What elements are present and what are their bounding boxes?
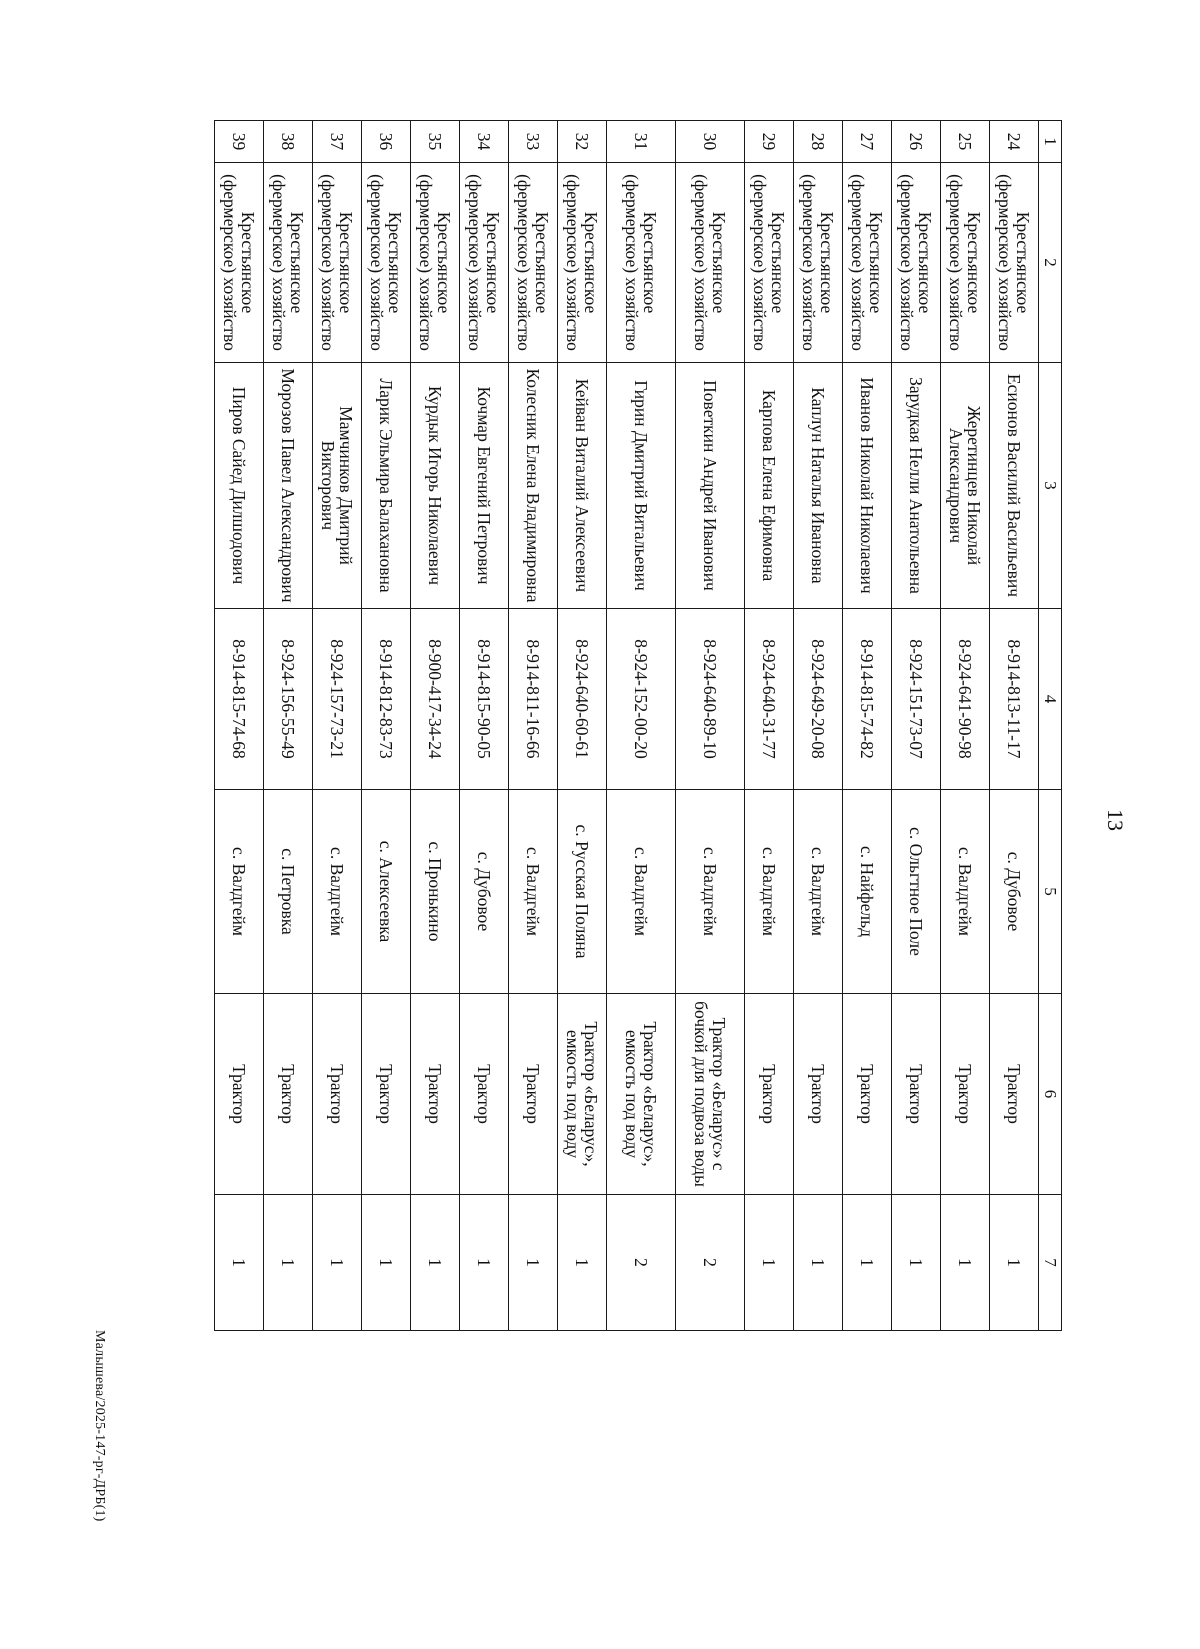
village-cell: с. Валдгейм xyxy=(215,790,264,994)
phone-cell: 8-924-151-73-07 xyxy=(892,609,941,790)
table-row xyxy=(676,121,745,1331)
row-number-cell: 32 xyxy=(558,121,607,163)
farm-type-cell: Крестьянское (фермерское) хозяйство xyxy=(362,163,411,363)
quantity-cell: 1 xyxy=(509,1195,558,1331)
quantity-cell: 1 xyxy=(558,1195,607,1331)
document-code: Малышева/2025-147-рг-ДРБ(1) xyxy=(92,1330,107,1522)
column-number: 5 xyxy=(1039,790,1062,994)
farm-type-cell: Крестьянское (фермерское) хозяйство xyxy=(990,163,1039,363)
row-number-cell: 33 xyxy=(509,121,558,163)
owner-name-cell: Ларик Эльмира Балахановна xyxy=(362,363,411,609)
table-row xyxy=(990,121,1039,1331)
table-row xyxy=(558,121,607,1331)
owner-name-cell: Курдык Игорь Николаевич xyxy=(411,363,460,609)
village-cell: с. Дубовое xyxy=(990,790,1039,994)
quantity-cell: 1 xyxy=(411,1195,460,1331)
phone-cell: 8-924-640-89-10 xyxy=(676,609,745,790)
equipment-cell: Трактор xyxy=(411,994,460,1195)
quantity-cell: 1 xyxy=(990,1195,1039,1331)
row-number-cell: 24 xyxy=(990,121,1039,163)
farm-type-cell: Крестьянское (фермерское) хозяйство xyxy=(509,163,558,363)
farm-type-cell: Крестьянское (фермерское) хозяйство xyxy=(892,163,941,363)
row-number-cell: 27 xyxy=(843,121,892,163)
quantity-cell: 1 xyxy=(892,1195,941,1331)
village-cell: с. Валдгейм xyxy=(607,790,676,994)
village-cell: с. Валдгейм xyxy=(745,790,794,994)
row-number-cell: 29 xyxy=(745,121,794,163)
row-number-cell: 31 xyxy=(607,121,676,163)
equipment-cell: Трактор «Беларус», емкость под воду xyxy=(607,994,676,1195)
quantity-cell: 2 xyxy=(607,1195,676,1331)
row-number-cell: 28 xyxy=(794,121,843,163)
row-number-cell: 35 xyxy=(411,121,460,163)
quantity-cell: 1 xyxy=(313,1195,362,1331)
phone-cell: 8-914-815-74-82 xyxy=(843,609,892,790)
village-cell: с. Дубовое xyxy=(460,790,509,994)
equipment-cell: Трактор xyxy=(264,994,313,1195)
equipment-cell: Трактор xyxy=(313,994,362,1195)
equipment-cell: Трактор «Беларус», емкость под воду xyxy=(558,994,607,1195)
village-cell: с. Валдгейм xyxy=(509,790,558,994)
owner-name-cell: Есионов Василий Васильевич xyxy=(990,363,1039,609)
equipment-cell: Трактор xyxy=(362,994,411,1195)
farm-type-cell: Крестьянское (фермерское) хозяйство xyxy=(558,163,607,363)
row-number-cell: 38 xyxy=(264,121,313,163)
phone-cell: 8-924-152-00-20 xyxy=(607,609,676,790)
quantity-cell: 2 xyxy=(676,1195,745,1331)
farm-equipment-table xyxy=(214,120,1062,1331)
owner-name-cell: Поветкин Андрей Иванович xyxy=(676,363,745,609)
table-row xyxy=(509,121,558,1331)
farm-type-cell: Крестьянское (фермерское) хозяйство xyxy=(843,163,892,363)
farm-type-cell: Крестьянское (фермерское) хозяйство xyxy=(264,163,313,363)
column-number: 3 xyxy=(1039,363,1062,609)
phone-cell: 8-924-640-60-61 xyxy=(558,609,607,790)
farm-type-cell: Крестьянское (фермерское) хозяйство xyxy=(411,163,460,363)
equipment-cell: Трактор xyxy=(460,994,509,1195)
village-cell: с. Валдгейм xyxy=(794,790,843,994)
phone-cell: 8-924-156-55-49 xyxy=(264,609,313,790)
owner-name-cell: Кейван Виталий Алексеевич xyxy=(558,363,607,609)
phone-cell: 8-914-811-16-66 xyxy=(509,609,558,790)
farm-type-cell: Крестьянское (фермерское) хозяйство xyxy=(607,163,676,363)
farm-type-cell: Крестьянское (фермерское) хозяйство xyxy=(676,163,745,363)
row-number-cell: 25 xyxy=(941,121,990,163)
row-number-cell: 36 xyxy=(362,121,411,163)
owner-name-cell: Пиров Сайед Дилшодович xyxy=(215,363,264,609)
table-row xyxy=(941,121,990,1331)
farm-type-cell: Крестьянское (фермерское) хозяйство xyxy=(460,163,509,363)
table-row xyxy=(362,121,411,1331)
farm-type-cell: Крестьянское (фермерское) хозяйство xyxy=(794,163,843,363)
owner-name-cell: Кочмар Евгений Петрович xyxy=(460,363,509,609)
column-number: 6 xyxy=(1039,994,1062,1195)
table-row xyxy=(892,121,941,1331)
village-cell: с. Найфельд xyxy=(843,790,892,994)
equipment-cell: Трактор xyxy=(794,994,843,1195)
village-cell: с. Ольгтное Поле xyxy=(892,790,941,994)
row-number-cell: 37 xyxy=(313,121,362,163)
quantity-cell: 1 xyxy=(843,1195,892,1331)
phone-cell: 8-924-640-31-77 xyxy=(745,609,794,790)
table-row xyxy=(313,121,362,1331)
table-row xyxy=(607,121,676,1331)
owner-name-cell: Зарудкая Нелли Анатольевна xyxy=(892,363,941,609)
row-number-cell: 30 xyxy=(676,121,745,163)
column-number: 2 xyxy=(1039,163,1062,363)
column-number: 7 xyxy=(1039,1195,1062,1331)
owner-name-cell: Иванов Николай Николаевич xyxy=(843,363,892,609)
table-row xyxy=(215,121,264,1331)
farm-type-cell: Крестьянское (фермерское) хозяйство xyxy=(745,163,794,363)
owner-name-cell: Жеретинцев Николай Александрович xyxy=(941,363,990,609)
equipment-cell: Трактор xyxy=(892,994,941,1195)
village-cell: с. Валдгейм xyxy=(313,790,362,994)
table-row xyxy=(460,121,509,1331)
quantity-cell: 1 xyxy=(264,1195,313,1331)
village-cell: с. Алексеевка xyxy=(362,790,411,994)
equipment-cell: Трактор xyxy=(745,994,794,1195)
table-row xyxy=(794,121,843,1331)
farm-type-cell: Крестьянское (фермерское) хозяйство xyxy=(215,163,264,363)
phone-cell: 8-924-157-73-21 xyxy=(313,609,362,790)
quantity-cell: 1 xyxy=(941,1195,990,1331)
quantity-cell: 1 xyxy=(745,1195,794,1331)
table-row xyxy=(745,121,794,1331)
village-cell: с. Валдгейм xyxy=(941,790,990,994)
phone-cell: 8-914-812-83-73 xyxy=(362,609,411,790)
owner-name-cell: Мамчинков Дмитрий Викторович xyxy=(313,363,362,609)
phone-cell: 8-924-641-90-98 xyxy=(941,609,990,790)
equipment-cell: Трактор xyxy=(990,994,1039,1195)
quantity-cell: 1 xyxy=(215,1195,264,1331)
village-cell: с. Пронькино xyxy=(411,790,460,994)
page-number: 13 xyxy=(1103,809,1128,831)
equipment-cell: Трактор xyxy=(215,994,264,1195)
quantity-cell: 1 xyxy=(362,1195,411,1331)
equipment-cell: Трактор xyxy=(941,994,990,1195)
table-row xyxy=(843,121,892,1331)
owner-name-cell: Гирин Дмитрий Витальевич xyxy=(607,363,676,609)
village-cell: с. Петровка xyxy=(264,790,313,994)
phone-cell: 8-914-813-11-17 xyxy=(990,609,1039,790)
village-cell: с. Русская Поляна xyxy=(558,790,607,994)
equipment-cell: Трактор xyxy=(509,994,558,1195)
phone-cell: 8-914-815-90-05 xyxy=(460,609,509,790)
phone-cell: 8-924-649-20-08 xyxy=(794,609,843,790)
equipment-cell: Трактор «Беларус» с бочкой для подвоза воды xyxy=(676,994,745,1195)
quantity-cell: 1 xyxy=(794,1195,843,1331)
column-number: 4 xyxy=(1039,609,1062,790)
phone-cell: 8-914-815-74-68 xyxy=(215,609,264,790)
village-cell: с. Валдгейм xyxy=(676,790,745,994)
table-row xyxy=(411,121,460,1331)
farm-type-cell: Крестьянское (фермерское) хозяйство xyxy=(313,163,362,363)
column-number: 1 xyxy=(1039,121,1062,163)
row-number-cell: 26 xyxy=(892,121,941,163)
owner-name-cell: Карпова Елена Ефимовна xyxy=(745,363,794,609)
table-row xyxy=(264,121,313,1331)
farm-type-cell: Крестьянское (фермерское) хозяйство xyxy=(941,163,990,363)
quantity-cell: 1 xyxy=(460,1195,509,1331)
phone-cell: 8-900-417-34-24 xyxy=(411,609,460,790)
row-number-cell: 34 xyxy=(460,121,509,163)
equipment-cell: Трактор xyxy=(843,994,892,1195)
column-number-row xyxy=(1039,121,1062,1331)
row-number-cell: 39 xyxy=(215,121,264,163)
owner-name-cell: Колесник Елена Владимировна xyxy=(509,363,558,609)
owner-name-cell: Каплун Наталья Ивановна xyxy=(794,363,843,609)
owner-name-cell: Морозов Павел Александрович xyxy=(264,363,313,609)
